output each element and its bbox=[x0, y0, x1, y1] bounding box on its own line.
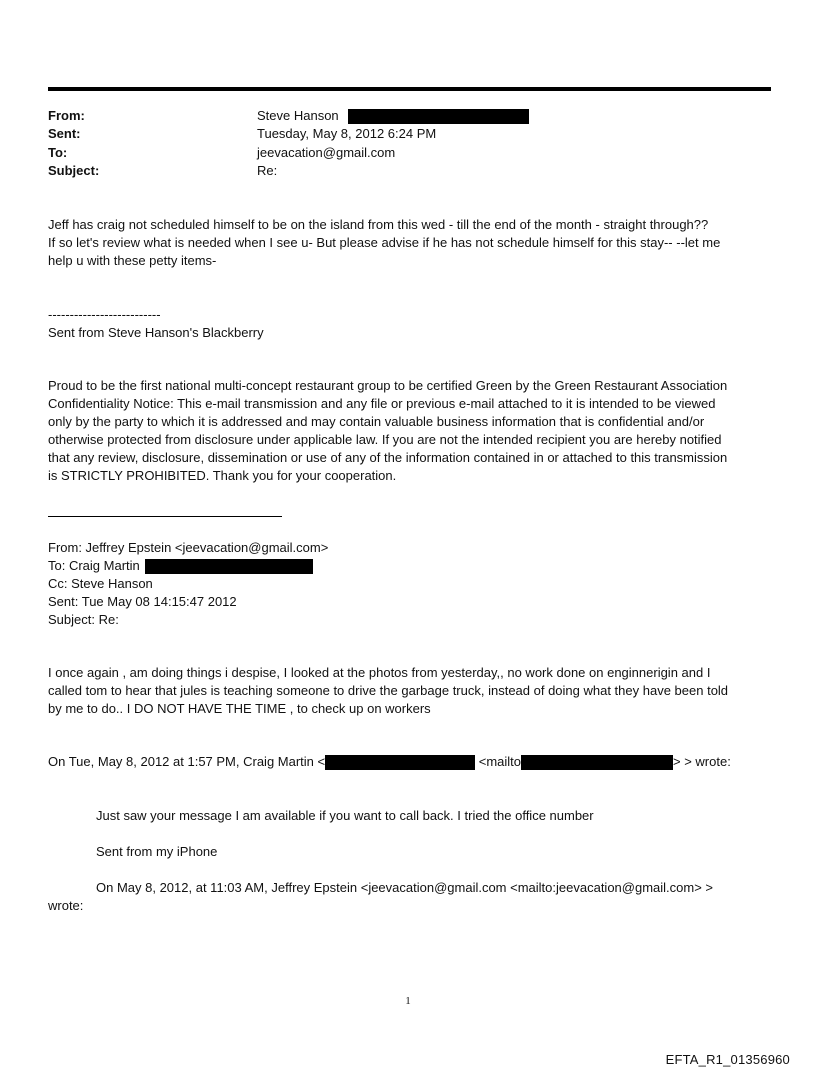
disclaimer-line: otherwise protected from disclosure under applicable law. If you are not the intended recipient you are hereby notified bbox=[48, 432, 722, 447]
disclaimer-line: that any review, disclosure, dissemination or use of any of the information contained in or attached to this transmission bbox=[48, 450, 728, 465]
subject-label: Subject: bbox=[48, 163, 100, 178]
message-line: If so let's review what is needed when I see u- But please advise if he has not schedule himself for this stay-- --let me bbox=[48, 235, 721, 250]
quoted-to-row bbox=[48, 557, 778, 575]
quoted-cc: Cc: Steve Hanson bbox=[48, 576, 153, 591]
quoted-subject: Subject: Re: bbox=[48, 612, 119, 627]
redaction-box bbox=[325, 755, 475, 770]
disclaimer bbox=[48, 377, 778, 485]
message-line: Jeff has craig not scheduled himself to be on the island from this wed - till the end of the month - straight through?? bbox=[48, 217, 709, 232]
reply-intro-end: > > wrote: bbox=[673, 754, 731, 769]
reply-intro-mailto: <mailto bbox=[478, 754, 522, 769]
sent-label: Sent: bbox=[48, 126, 81, 141]
quoted-to: To: Craig Martin bbox=[48, 558, 140, 573]
quoted-line: called tom to hear that jules is teaching someone to drive the garbage truck, instead of doing what they have been told bbox=[48, 683, 729, 698]
quoted-from: From: Jeffrey Epstein <jeevacation@gmail.com> bbox=[48, 540, 329, 555]
redaction-box bbox=[521, 755, 673, 770]
disclaimer-line: is STRICTLY PROHIBITED. Thank you for your cooperation. bbox=[48, 468, 397, 483]
signature-line: Sent from Steve Hanson's Blackberry bbox=[48, 325, 264, 340]
separator-dashes: -------------------------- bbox=[48, 307, 161, 322]
redaction-box bbox=[145, 559, 313, 574]
subject-value: Re: bbox=[257, 163, 278, 178]
top-rule bbox=[48, 87, 771, 91]
quoted-line: I once again , am doing things i despise, I looked at the photos from yesterday,, no work done on enginnerigin and I bbox=[48, 665, 711, 680]
bates-number: EFTA_R1_01356960 bbox=[665, 1052, 790, 1067]
message-body bbox=[48, 216, 778, 270]
quoted-body bbox=[48, 664, 778, 718]
quoted-header bbox=[48, 539, 778, 629]
from-value bbox=[257, 107, 529, 125]
reply-intro-start: On Tue, May 8, 2012 at 1:57 PM, Craig Martin < bbox=[48, 754, 326, 769]
from-name: Steve Hanson bbox=[257, 108, 339, 123]
quoted-line: by me to do.. I DO NOT HAVE THE TIME , to check up on workers bbox=[48, 701, 431, 716]
disclaimer-line: Proud to be the first national multi-concept restaurant group to be certified Green by the Green Restaurant Association bbox=[48, 378, 728, 393]
to-label: To: bbox=[48, 145, 68, 160]
nested-reply-wrote: wrote: bbox=[48, 898, 84, 913]
from-label: From: bbox=[48, 108, 85, 123]
nested-message: Just saw your message I am available if you want to call back. I tried the office number bbox=[96, 808, 594, 823]
nested-signature: Sent from my iPhone bbox=[96, 844, 218, 859]
to-value: jeevacation@gmail.com bbox=[257, 145, 396, 160]
quoted-sent: Sent: Tue May 08 14:15:47 2012 bbox=[48, 594, 237, 609]
reply-intro bbox=[48, 753, 778, 771]
page-number: 1 bbox=[405, 995, 411, 1007]
redaction-box bbox=[348, 109, 529, 124]
nested-reply-intro: On May 8, 2012, at 11:03 AM, Jeffrey Epstein <jeevacation@gmail.com <mailto:jeevacation@gmail.com> > bbox=[96, 880, 714, 895]
quote-divider bbox=[48, 516, 282, 517]
sent-value: Tuesday, May 8, 2012 6:24 PM bbox=[257, 126, 437, 141]
disclaimer-line: Confidentiality Notice: This e-mail transmission and any file or previous e-mail attached to it is intended to be viewed bbox=[48, 396, 716, 411]
message-line: help u with these petty items- bbox=[48, 253, 217, 268]
disclaimer-line: only by the party to which it is addressed and may contain valuable business information that is confidential and/or bbox=[48, 414, 705, 429]
